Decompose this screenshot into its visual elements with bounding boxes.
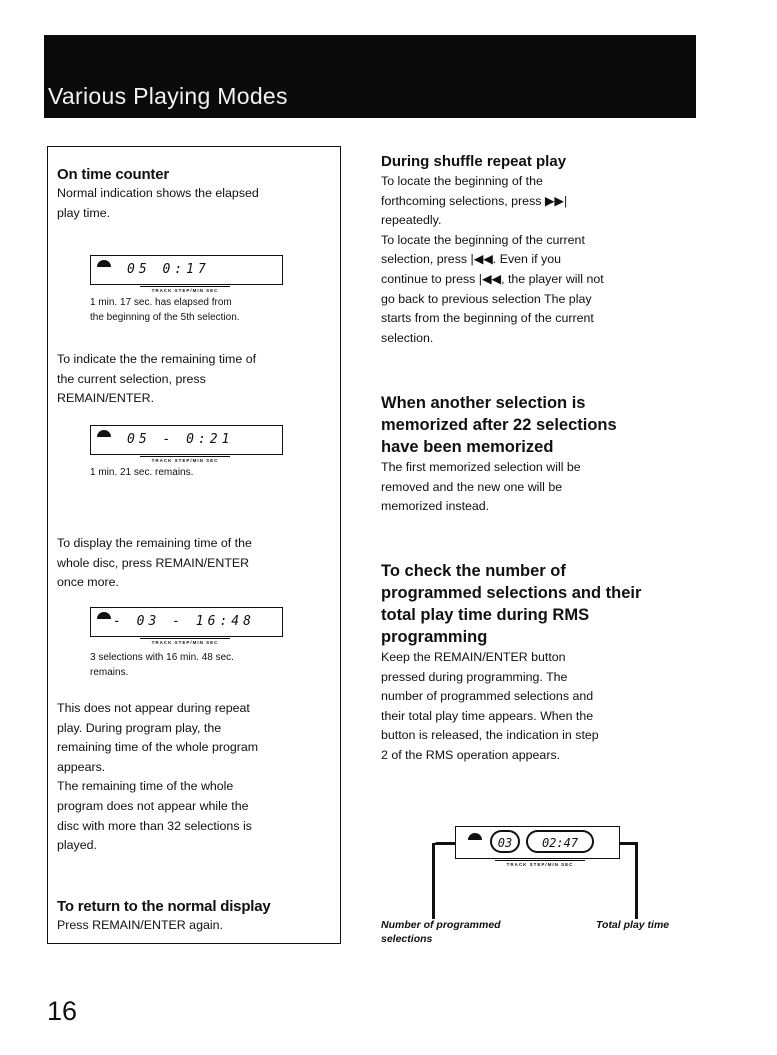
- lcd-caption: 3 selections with 16 min. 48 sec. remains.: [90, 652, 234, 678]
- section-remaining-selection: [57, 350, 337, 409]
- battery-icon: [97, 430, 111, 437]
- label-programmed-selections: Number of programmed selections: [381, 919, 501, 945]
- lcd-indicator-labels: TRACK STEP/MIN SEC: [140, 456, 230, 464]
- lcd-display: [90, 255, 283, 285]
- section-remaining-disc: [57, 534, 337, 593]
- battery-icon: [97, 260, 111, 267]
- lcd-indicator-labels: TRACK STEP/MIN SEC: [140, 638, 230, 646]
- section-check-programmed: [381, 560, 681, 766]
- battery-icon: [468, 833, 482, 840]
- section-text: The first memorized selection will be removed and the new one will be memorized instead.: [381, 460, 581, 514]
- lcd-display: [90, 607, 283, 637]
- leader-line: [432, 843, 435, 919]
- lcd-caption: 1 min. 21 sec. remains.: [90, 467, 194, 478]
- section-text: Normal indication shows the elapsed play time.: [57, 186, 259, 220]
- lcd-indicator-labels: TRACK STEP/MIN SEC: [140, 286, 230, 294]
- lcd-indicator-labels: TRACK STEP/MIN SEC: [495, 860, 585, 868]
- label-total-play-time: Total play time: [596, 919, 670, 931]
- section-heading: During shuffle repeat play: [381, 153, 567, 170]
- programmed-count-readout: 03: [490, 830, 520, 853]
- lcd-readout: 05 0:17: [127, 262, 210, 277]
- leader-line: [635, 843, 638, 919]
- section-heading: When another selection is memorized after 22 selections have been memorized: [381, 394, 617, 456]
- section-text: To display the remaining time of the whole disc, press REMAIN/ENTER once more.: [57, 536, 252, 590]
- section-return-normal: [57, 897, 337, 936]
- lcd-readout: 05 - 0:21: [127, 432, 234, 447]
- header-bar: [44, 35, 696, 118]
- section-shuffle-repeat: [381, 151, 681, 348]
- page-title: Various Playing Modes: [48, 83, 288, 109]
- lcd-readout: - 03 - 16:48: [113, 614, 255, 629]
- section-text: To indicate the the remaining time of the current selection, press REMAIN/ENTER.: [57, 352, 257, 406]
- section-text: To locate the beginning of the forthcoming selections, press ▶▶| repeatedly. To locate the beginning of the current selection, press |◀◀. Even if you continue to press |◀◀, the player will not go back to previous selection The play starts from the beginning of the current selection.: [381, 174, 604, 345]
- section-heading: On time counter: [57, 166, 170, 183]
- left-info-box: [47, 146, 341, 944]
- section-text: This does not appear during repeat play. During program play, the remaining time of the whole program appears. The remaining time of the whole program does not appear while the disc with more than 32 selections is played.: [57, 701, 259, 853]
- total-time-readout: 02:47: [526, 830, 594, 853]
- programmed-lcd-display: [455, 826, 620, 859]
- section-text: Keep the REMAIN/ENTER button pressed during programming. The number of programmed selections and their total play time appears. When the button is released, the indication in step 2 of the RMS operation appears.: [381, 650, 599, 762]
- leader-line: [434, 842, 456, 845]
- page-number: 16: [47, 996, 78, 1026]
- lcd-caption: 1 min. 17 sec. has elapsed from the beginning of the 5th selection.: [90, 297, 240, 323]
- battery-icon: [97, 612, 111, 619]
- section-heading: To return to the normal display: [57, 898, 271, 915]
- section-note: [57, 699, 337, 856]
- section-memorized: [381, 392, 681, 517]
- section-heading: To check the number of programmed selections and their total play time during RMS programming: [381, 562, 642, 646]
- section-time-counter: [57, 165, 337, 223]
- lcd-display: [90, 425, 283, 455]
- section-text: Press REMAIN/ENTER again.: [57, 918, 223, 932]
